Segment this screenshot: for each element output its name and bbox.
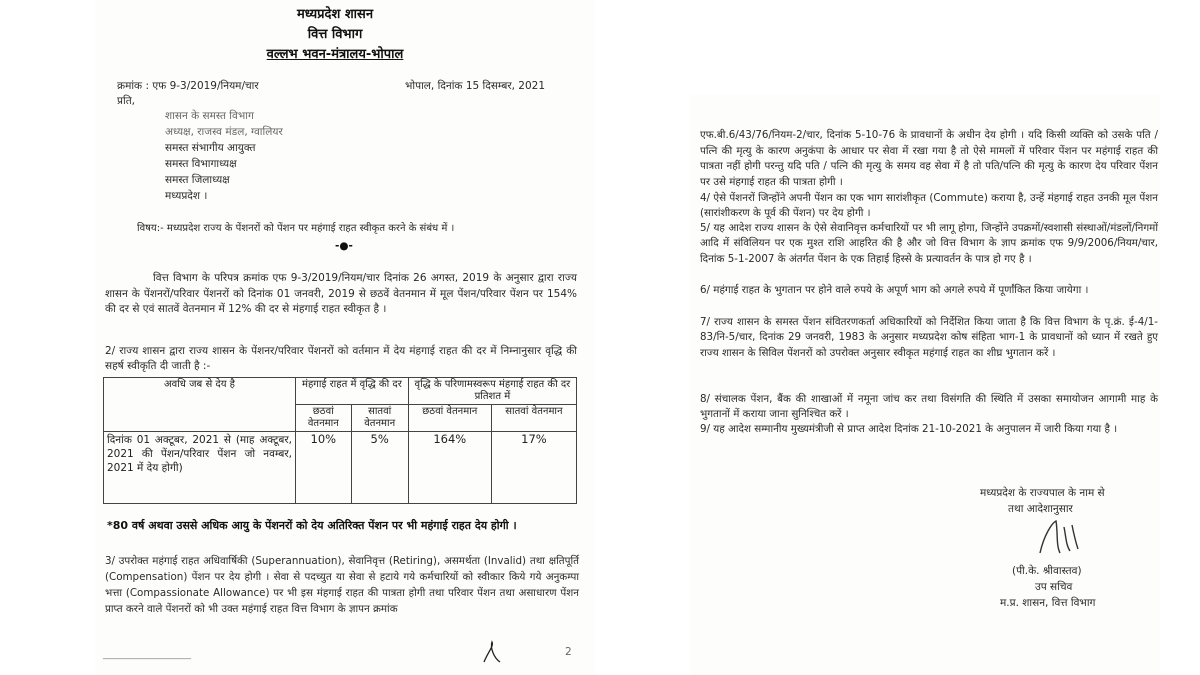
letter-page-2 — [690, 95, 1160, 675]
increase-sixth-value: 10% — [296, 432, 352, 504]
paragraph-7: 7/ राज्य शासन के समस्त पेंशन संवितरणकर्ता अधिकारियों को निर्देशित किया जाता है कि वित्त विभाग के पृ.क्रं. ई-4/1-83/नि-5/चार, दिनांक 29 जनवरी, 1983 के अनुसार मध्यप्रदेश कोष संहिता भाग-1 के प्रावधानों को ध्यान में रखते हुए राज्य शासन के सिविल पेंशनरों को उपरोक्त अनुसार स्वीकृत महंगाई राहत का शीघ्र भुगतान करें । — [700, 316, 1158, 359]
signature-image — [1030, 515, 1090, 563]
paragraph-3: 3/ उपरोक्त महंगाई राहत अधिवार्षिकी (Superannuation), सेवानिवृत्त (Retiring), असमर्थता (Invalid) तथा क्षतिपूर्ति (Compensation) पेंशन पर देय होगी । सेवा से पदच्युत या सेवा से हटाये गये कर्मचारियों को स्वीकार किये गये अनुकम्पा भत्ता (Compassionate Allowance) पर भी इस मंहगाई राहत की पात्रता होगी तथा परिवार पेंशन तथा असाधारण पेंशन प्राप्त करने वाले पेंशनरों को भी उक्त महंगाई राहत वित्त विभाग के ज्ञापन क्रमांक — [105, 555, 579, 615]
paragraph-5: 5/ यह आदेश राज्य शासन के ऐसे सेवानिवृत्त कर्मचारियों पर भी लागू होगा, जिन्होंने उपक्रमों/स्वशासी संस्थाओं/मंडलों/निगमों आदि में संविलियन पर एक मुश्त राशि आहरित की है और जो वित्त विभाग के ज्ञाप क्रमांक एफ 9/9/2006/नियम/चार, दिनांक 5-1-2007 के अंतर्गत पेंशन के एक तिहाई हिस्से के प्रत्यावर्तन के पात्र हो गए है । — [700, 222, 1158, 265]
footer-code: ______________________ — [103, 650, 191, 659]
header-line-1: मध्यप्रदेश शासन — [296, 7, 374, 22]
recipient-4: समस्त विभागाध्यक्ष — [165, 158, 237, 170]
sign-line-2: तथा आदेशानुसार — [1008, 503, 1073, 515]
signatory-designation: उप सचिव — [1035, 581, 1073, 593]
order-number: क्रमांक : एफ 9-3/2019/नियम/चार — [117, 80, 259, 92]
note-80-years: *80 वर्ष अथवा उससे अधिक आयु के पेंशनरों को देय अतिरिक्त पेंशन पर भी महंगाई राहत देय होगी । — [107, 519, 517, 532]
recipient-6: मध्यप्रदेश । — [165, 190, 208, 202]
sign-line-1: मध्यप्रदेश के राज्यपाल के नाम से — [980, 487, 1105, 499]
paragraph-4: 4/ ऐसे पेंशनरों जिन्होंने अपनी पेंशन का एक भाग सारांशीकृत (Commute) कराया है, उन्हें मंहगाई राहत उनकी मूल पेंशन (सारांशीकरण के पूर्व की पेंशन) पर देय होगी । — [700, 192, 1158, 219]
revised-sixth-value: 164% — [408, 432, 491, 504]
row-period: दिनांक 01 अक्टूबर, 2021 से (माह अक्टूबर, 2021 की पेंशन/परिवार पेंशन जो नवम्बर, 2021 में देय होगी) — [104, 432, 296, 504]
paragraph-3-continued: एफ.बी.6/43/76/नियम-2/चार, दिनांक 5-10-76 के प्रावधानों के अधीन देय होगी । यदि किसी व्यक्ति को उसके पति / पत्नि की मृत्यु के कारण अनुकंपा के आधार पर सेवा में रखा गया है तो ऐसे मामलों में परिवार पेंशन पर महंगाई राहत की पात्रता नहीं होगी परन्तु यदि पति / पत्नि की मृत्यु के समय वह सेवा में है तो पति/पत्नि की मृत्यु के कारण देय परिवार पेंशन पर उसे मंहगाई राहत की पात्रता होगी । — [700, 129, 1158, 188]
subheader-seventh-pay: सातवां वेतनमान — [491, 405, 576, 432]
recipient-1: शासन के समस्त विभाग — [165, 110, 254, 122]
paragraph-2: 2/ राज्य शासन द्वारा राज्य शासन के पेंशनर/परिवार पेंशनरों को वर्तमान में देय मंहगाई राहत की दर में निम्नानुसार वृद्धि की सहर्ष स्वीकृति दी जाती है :- — [105, 345, 577, 372]
col-header-increase: मंहगाई राहत में वृद्धि की दर — [296, 378, 409, 405]
revised-seventh-value: 17% — [491, 432, 576, 504]
col-header-period: अवधि जब से देय है — [104, 378, 296, 432]
subheader-seventh-pay: सातवां वेतनमान — [351, 405, 408, 432]
col-header-revised: वृद्धि के परिणामस्वरूप मंहगाई राहत की दर प्रतिशत में — [408, 378, 576, 405]
initial-mark — [480, 640, 504, 666]
recipient-5: समस्त जिलाध्यक्ष — [165, 174, 230, 186]
signatory-name: (पी.के. श्रीवास्तव) — [1012, 565, 1082, 577]
prati-label: प्रति, — [117, 95, 136, 107]
recipient-2: अध्यक्ष, राजस्व मंडल, ग्वालियर — [165, 126, 283, 138]
signatory-office: म.प्र. शासन, वित्त विभाग — [1000, 597, 1096, 609]
paragraph-6: 6/ महंगाई राहत के भुगतान पर होने वाले रुपये के अपूर्ण भाग को अगले रुपये में पूर्णांकित किया जायेगा । — [700, 284, 1089, 296]
separator: -●- — [335, 240, 353, 252]
paragraph-9: 9/ यह आदेश सम्मानीय मुख्यमंत्रीजी से प्राप्त आदेश दिनांक 21-10-2021 के अनुपालन में जारी किया गया है । — [700, 423, 1118, 435]
increase-seventh-value: 5% — [351, 432, 408, 504]
paragraph-1: वित्त विभाग के परिपत्र क्रमांक एफ 9-3/2019/नियम/चार दिनांक 26 अगस्त, 2019 के अनुसार द्वारा राज्य शासन के पेंशनरों/परिवार पेंशनरों को दिनांक 01 जनवरी, 2019 से छठवें वेतनमान में मूल पेंशन/परिवार पेंशन पर 154% की दर से एवं सातवें वेतनमान में 12% की दर से मंहगाई राहत स्वीकृत है । — [105, 272, 577, 315]
relief-rate-table — [103, 377, 577, 504]
header-line-2: वित्त विभाग — [307, 27, 363, 42]
subheader-sixth-pay: छठवां वेतनमान — [408, 405, 491, 432]
recipient-3: समस्त संभागीय आयुक्त — [165, 142, 256, 154]
letter-page-1 — [95, 0, 595, 675]
place-date: भोपाल, दिनांक 15 दिसम्बर, 2021 — [405, 80, 546, 92]
subject-line: विषय:- मध्यप्रदेश राज्य के पेंशनरों को पेंशन पर महंगाई राहत स्वीकृत करने के संबंध में । — [137, 223, 455, 234]
paragraph-8: 8/ संचालक पेंशन, बैंक की शाखाओं में नमूना जांच कर तथा विसंगति की स्थिति में उसका समायोजन आगामी माह के भुगतानों में कराया जाना सुनिश्चित करें । — [700, 393, 1158, 420]
header-line-3: वल्लभ भवन-मंत्रालय-भोपाल — [266, 47, 404, 62]
page-number: 2 — [565, 646, 572, 658]
subheader-sixth-pay: छठवां वेतनमान — [296, 405, 352, 432]
